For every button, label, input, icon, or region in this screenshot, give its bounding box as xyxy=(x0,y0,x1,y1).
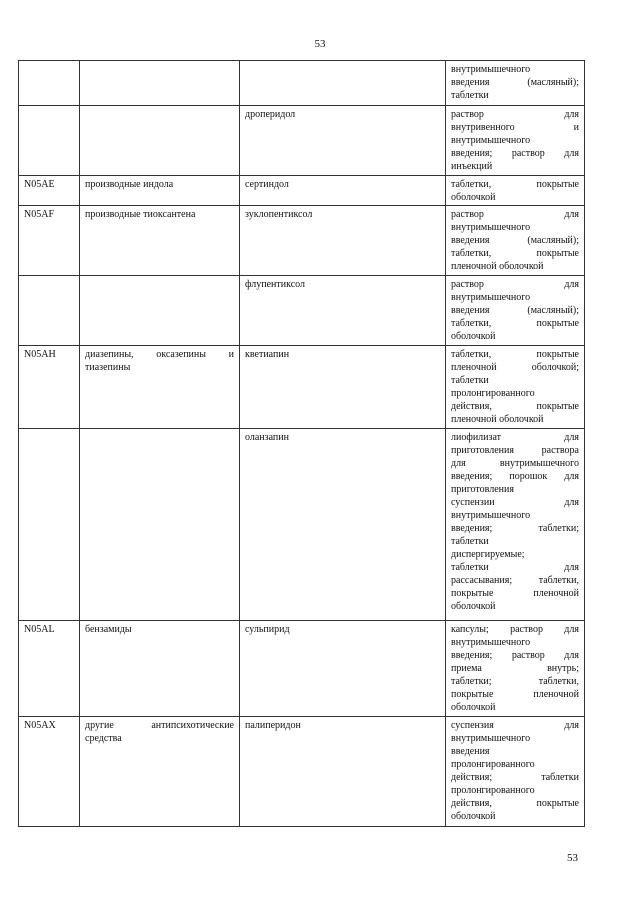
atc-code-cell xyxy=(19,429,80,621)
dosage-form-line: инъекций xyxy=(451,161,493,172)
dosage-form-line: оболочкой xyxy=(451,811,496,822)
dosage-form-cell xyxy=(446,61,585,106)
drug-name-cell: сульпирид xyxy=(240,621,446,717)
table-row xyxy=(19,106,585,176)
table-row xyxy=(19,206,585,276)
dosage-form-line: пленочной оболочкой xyxy=(451,261,544,272)
dosage-form-line: внутримышечного xyxy=(451,292,531,303)
dosage-form-line: таблетки, покрытые xyxy=(451,248,579,259)
dosage-form-line: действия; таблетки xyxy=(451,772,579,783)
atc-code-cell: N05AL xyxy=(19,621,80,717)
dosage-form-line: суспензия для xyxy=(451,720,579,731)
dosage-form-line: покрытые пленочной xyxy=(451,588,579,599)
dosage-form-cell xyxy=(446,429,585,621)
dosage-form-line: оболочкой xyxy=(451,702,496,713)
dosage-form-line: суспензии для xyxy=(451,497,579,508)
table-row xyxy=(19,61,585,106)
dosage-form-line: введения (масляный); xyxy=(451,77,579,88)
dosage-form-cell xyxy=(446,346,585,429)
dosage-form-line: лиофилизат для xyxy=(451,432,579,443)
atc-code-cell: N05AE xyxy=(19,176,80,206)
dosage-form-line: таблетки, покрытые xyxy=(451,179,579,190)
drug-name-cell xyxy=(240,61,446,106)
dosage-form-line: внутривенного и xyxy=(451,122,579,133)
dosage-form-cell xyxy=(446,176,585,206)
dosage-form-line: внутримышечного xyxy=(451,637,531,648)
drug-name-cell: флупентиксол xyxy=(240,276,446,346)
atc-code-cell xyxy=(19,61,80,106)
dosage-form-line: оболочкой xyxy=(451,192,496,203)
dosage-form-line: пленочной оболочкой xyxy=(451,414,544,425)
table-row xyxy=(19,621,585,717)
group-name-cell: диазепины, оксазепины и тиазепины xyxy=(80,346,240,429)
dosage-form-cell xyxy=(446,206,585,276)
group-name-cell xyxy=(80,276,240,346)
dosage-form-line: введения; таблетки; xyxy=(451,523,579,534)
group-name-cell: другие антипсихотические средства xyxy=(80,717,240,827)
dosage-form-line: таблетки xyxy=(451,375,489,386)
dosage-form-line: введения (масляный); xyxy=(451,235,579,246)
dosage-form-line: введения xyxy=(451,746,490,757)
dosage-form-line: пролонгированного xyxy=(451,759,535,770)
dosage-form-cell xyxy=(446,276,585,346)
dosage-form-line: рассасывания; таблетки, xyxy=(451,575,579,586)
dosage-form-cell xyxy=(446,106,585,176)
dosage-form-line: внутримышечного xyxy=(451,510,531,521)
group-name-cell xyxy=(80,61,240,106)
dosage-form-line: оболочкой xyxy=(451,601,496,612)
dosage-form-line: внутримышечного xyxy=(451,135,531,146)
dosage-form-line: внутримышечного xyxy=(451,733,531,744)
drug-name-cell: оланзапин xyxy=(240,429,446,621)
drug-name-cell: зуклопентиксол xyxy=(240,206,446,276)
dosage-form-line: таблетки; таблетки, xyxy=(451,676,579,687)
group-name-cell xyxy=(80,106,240,176)
dosage-form-line: пролонгированного xyxy=(451,388,535,399)
atc-code-cell: N05AH xyxy=(19,346,80,429)
dosage-form-line: внутримышечного xyxy=(451,222,531,233)
dosage-form-line: таблетки для xyxy=(451,562,579,573)
dosage-form-line: для внутримышечного xyxy=(451,458,579,469)
dosage-form-line: внутримышечного xyxy=(451,64,531,75)
table-row xyxy=(19,276,585,346)
dosage-form-line: введения (масляный); xyxy=(451,305,579,316)
page-number-top: 53 xyxy=(314,38,326,50)
group-name-cell: производные индола xyxy=(80,176,240,206)
dosage-form-line: действия, покрытые xyxy=(451,401,579,412)
group-name-cell: производные тиоксантена xyxy=(80,206,240,276)
dosage-form-line: приготовления xyxy=(451,484,514,495)
table-row xyxy=(19,176,585,206)
atc-code-cell: N05AF xyxy=(19,206,80,276)
dosage-form-line: раствор для xyxy=(451,279,579,290)
drug-name-cell: палиперидон xyxy=(240,717,446,827)
dosage-form-cell xyxy=(446,621,585,717)
dosage-form-cell xyxy=(446,717,585,827)
dosage-form-line: таблетки xyxy=(451,536,489,547)
group-name-cell: бензамиды xyxy=(80,621,240,717)
atc-code-cell xyxy=(19,276,80,346)
drug-name-cell: кветиапин xyxy=(240,346,446,429)
atc-code-cell: N05AX xyxy=(19,717,80,827)
atc-code-cell xyxy=(19,106,80,176)
dosage-form-line: действия, покрытые xyxy=(451,798,579,809)
table-row xyxy=(19,717,585,827)
dosage-form-line: пролонгированного xyxy=(451,785,535,796)
drug-name-cell: сертиндол xyxy=(240,176,446,206)
table-row xyxy=(19,346,585,429)
drug-name-cell: дроперидол xyxy=(240,106,446,176)
dosage-form-line: пленочной оболочкой; xyxy=(451,362,579,373)
dosage-form-line: введения; порошок для xyxy=(451,471,579,482)
dosage-form-line: введения; раствор для xyxy=(451,650,579,661)
dosage-form-line: введения; раствор для xyxy=(451,148,579,159)
dosage-form-line: таблетки, покрытые xyxy=(451,318,579,329)
dosage-form-line: оболочкой xyxy=(451,331,496,342)
drug-table xyxy=(18,60,585,827)
table-row xyxy=(19,429,585,621)
dosage-form-line: таблетки, покрытые xyxy=(451,349,579,360)
dosage-form-line: приема внутрь; xyxy=(451,663,579,674)
dosage-form-line: капсулы; раствор для xyxy=(451,624,579,635)
dosage-form-line: раствор для xyxy=(451,109,579,120)
dosage-form-line: раствор для xyxy=(451,209,579,220)
group-name-cell xyxy=(80,429,240,621)
dosage-form-line: диспергируемые; xyxy=(451,549,525,560)
dosage-form-line: таблетки xyxy=(451,90,489,101)
dosage-form-line: покрытые пленочной xyxy=(451,689,579,700)
dosage-form-line: приготовления раствора xyxy=(451,445,579,456)
page-number-bottom: 53 xyxy=(567,852,578,864)
